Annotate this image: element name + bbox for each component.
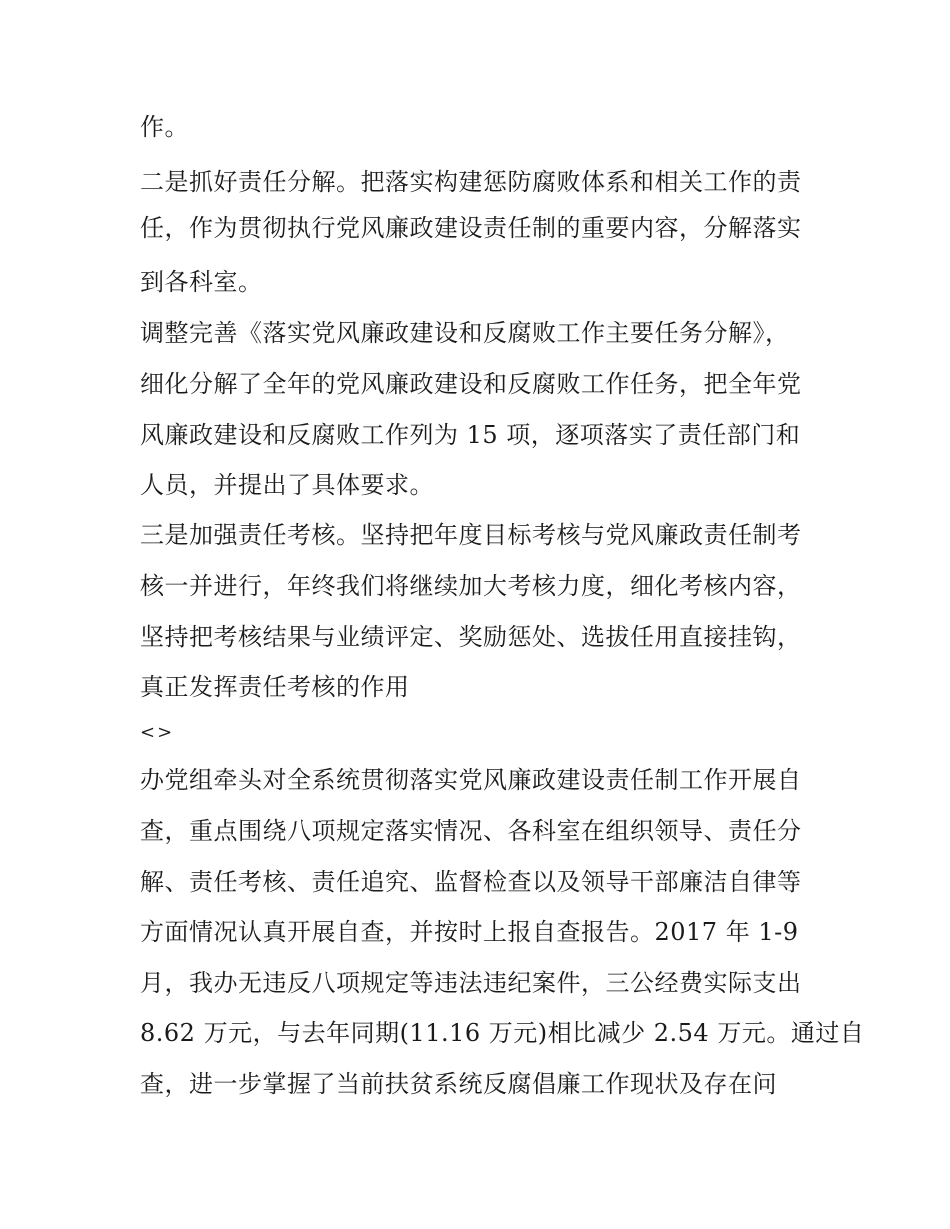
text-line: 办党组牵头对全系统贯彻落实党风廉政建设责任制工作开展自 [140, 766, 802, 794]
text-line: 三是加强责任考核。坚持把年度目标考核与党风廉政责任制考 [140, 521, 802, 549]
text-line: 二是抓好责任分解。把落实构建惩防腐败体系和相关工作的责 [140, 168, 802, 196]
text-line: 查，重点围绕八项规定落实情况、各科室在组织领导、责任分 [140, 817, 802, 845]
text-line: 任，作为贯彻执行党风廉政建设责任制的重要内容，分解落实 [140, 214, 802, 242]
text-line: 风廉政建设和反腐败工作列为 15 项，逐项落实了责任部门和 [140, 421, 801, 449]
text-line: 8.62 万元，与去年同期(11.16 万元)相比减少 2.54 万元。通过自 [140, 1019, 865, 1047]
text-line: <> [140, 722, 175, 743]
text-line: 月，我办无违反八项规定等违法违纪案件，三公经费实际支出 [140, 969, 802, 997]
text-line: 到各科室。 [140, 268, 263, 296]
text-line: 核一并进行，年终我们将继续加大考核力度，细化考核内容， [140, 572, 802, 600]
text-line: 解、责任考核、责任追究、监督检查以及领导干部廉洁自律等 [140, 868, 802, 896]
text-line: 作。 [140, 113, 189, 141]
text-line: 人员，并提出了具体要求。 [140, 471, 434, 499]
text-line: 查，进一步掌握了当前扶贫系统反腐倡廉工作现状及存在问 [140, 1070, 777, 1098]
text-line: 方面情况认真开展自查，并按时上报自查报告。2017 年 1-9 [140, 918, 799, 946]
text-line: 细化分解了全年的党风廉政建设和反腐败工作任务，把全年党 [140, 370, 802, 398]
text-line: 坚持把考核结果与业绩评定、奖励惩处、选拔任用直接挂钩， [140, 623, 802, 651]
text-line: 调整完善《落实党风廉政建设和反腐败工作主要任务分解》， [140, 319, 790, 347]
text-line: 真正发挥责任考核的作用 [140, 673, 410, 701]
